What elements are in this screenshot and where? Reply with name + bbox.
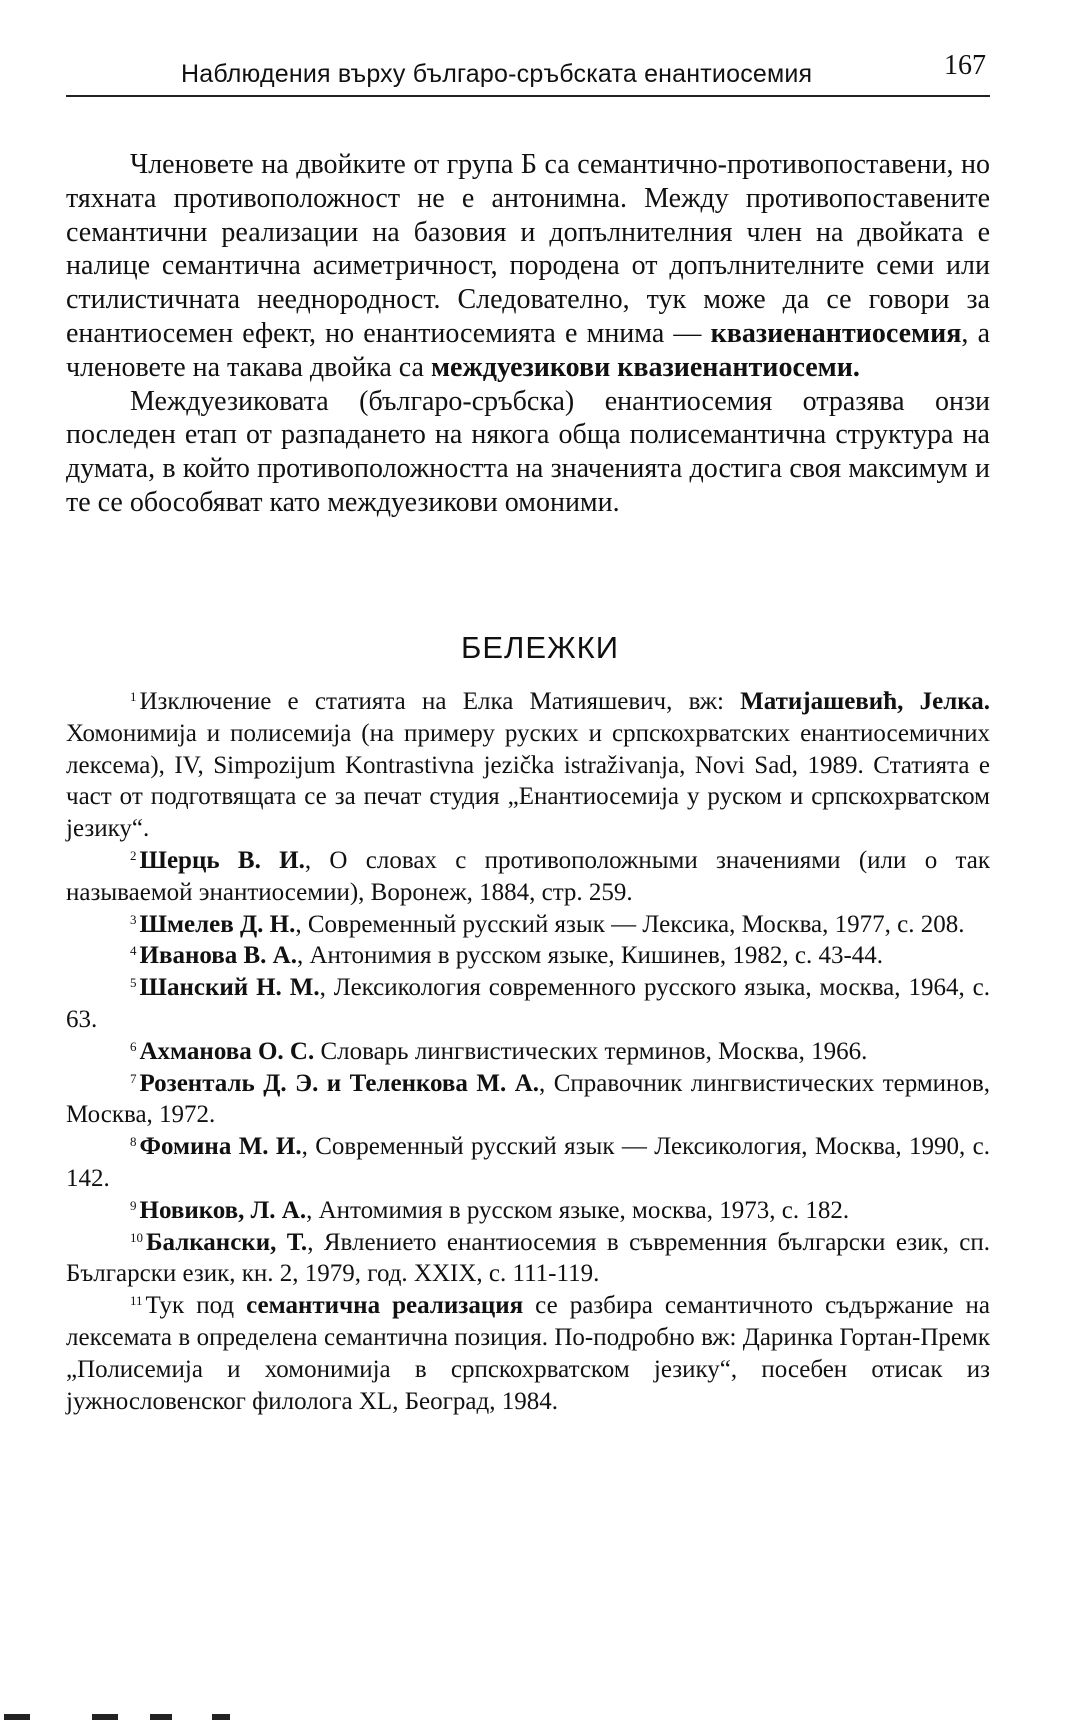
term-quasi-enantiosemy: квазиенантиосемия: [710, 317, 962, 349]
notes-heading: БЕЛЕЖКИ: [460, 630, 619, 665]
note-author: Шерць В. И.: [139, 846, 305, 874]
note-author: Фомина М. И.: [139, 1133, 302, 1161]
term-interlingual-quasi-enantiosems: междуезикови квазиенантиосеми.: [430, 351, 860, 383]
running-header-title: Наблюдения върху българо-сръбската енантиосемия: [181, 60, 813, 88]
note-author: Матијашевић, Јелка.: [740, 688, 990, 715]
scan-edge-marks: [0, 1706, 260, 1722]
note-number: 4: [130, 943, 137, 959]
notes-list: [66, 686, 990, 1417]
note-number: 5: [130, 975, 137, 991]
page-number: 167: [944, 50, 986, 81]
note-author: Шмелев Д. Н.: [139, 910, 296, 938]
note-number: 9: [130, 1197, 137, 1213]
scan-mark: [4, 1714, 30, 1720]
note-item: $^9$ Новиков, Л. А., Антомимия в русском языке, москва, 1973, с. 182.: [130, 1196, 850, 1224]
note-number: 11: [130, 1293, 143, 1309]
note-item: $^5$ Шанский Н. М., Лексикология современного русского языка, москва, 1964, с. 63.: [66, 974, 990, 1033]
note-number: 8: [130, 1134, 137, 1150]
note-item: $^1$ Изключение е статията на Елка Матияшевич, вж: Матијашевић, Јелка. Хомонимија и полисемија (на примеру руских и српскохрватских енантиосемичних лексема), IV, Simpozijum Kontrastivna jezička istraživanja, Novi Sad, 1989. Статията е част от подготвящата се за печат студия „Енантиосемија у руском и српскохрватском језику“.: [66, 688, 990, 843]
note-number: 3: [130, 911, 137, 927]
running-header: [66, 46, 990, 96]
main-text: [66, 148, 990, 520]
note-author: Шанский Н. М.: [139, 974, 320, 1002]
paragraph-2: Междуезиковата (българо-сръбска) енантиосемия отразява онзи последен етап от разпадането на някога обща полисемантична структура на думата, в който противоположността на значенията достига своя максимум и те се обособяват като междуезикови омоними.: [66, 385, 990, 518]
note-item: $^8$ Фомина М. И., Современный русский язык — Лексикология, Москва, 1990, с. 142.: [66, 1133, 990, 1192]
scan-mark: [92, 1714, 118, 1720]
header-rule: [66, 95, 990, 97]
note-author: Ахманова О. С.: [139, 1037, 315, 1065]
note-author: Иванова В. А.: [139, 942, 297, 970]
note-item: $^6$ Ахманова О. С. Словарь лингвистических терминов, Москва, 1966.: [130, 1037, 868, 1065]
note-author: Новиков, Л. А.: [139, 1196, 307, 1224]
scan-mark: [212, 1714, 230, 1720]
note-item: $^{10}$ Балкански, Т., Явлението енантиосемия в съвременния български език, сп. Български език, кн. 2, 1979, год. XXIX, с. 111-119.: [66, 1228, 990, 1288]
paragraph-1: Членовете на двойките от група Б са семантично-противопоставени, но тяхната противоположност не е антонимна. Между противопоставените семантични реализации на базовия и допълнителния член на двойката е налице семантична асиметричност, породена от допълнителните семи или стилистичната нееднородност. Следователно, тук може да се говори за енантиосемен ефект, но енантиосемията е мнима — квазиенантиосемия, а членовете на такава двойка са междуезикови квазиенантиосеми.: [66, 149, 990, 383]
note-author: Розенталь Д. Э. и Теленкова М. А.: [139, 1069, 539, 1097]
note-item: $^{11}$ Тук под семантична реализация се разбира семантичното съдържание на лексемата в определена семантична позиция. По-подробно вж: Даринка Гортан-Премк „Полисемија и хомонимија в српскохрватском језику“, посебен отисак из јужнословенског филолога XL, Београд, 1984.: [66, 1292, 990, 1415]
note-item: $^7$ Розенталь Д. Э. и Теленкова М. А., Справочник лингвистических терминов, Москва, 1972.: [66, 1069, 990, 1129]
note-number: 7: [130, 1070, 137, 1086]
scan-mark: [150, 1714, 172, 1720]
note-number: 1: [130, 689, 137, 704]
note-number: 10: [130, 1229, 143, 1245]
note-author: семантична реализация: [246, 1292, 524, 1320]
note-item: $^2$ Шерць В. И., О словах с противоположными значениями (или о так называемой энантиосемии), Воронеж, 1884, стр. 259.: [66, 846, 990, 906]
note-item: $^3$ Шмелев Д. Н., Современный русский язык — Лексика, Москва, 1977, с. 208.: [130, 910, 965, 938]
note-number: 2: [130, 847, 137, 863]
note-number: 6: [130, 1038, 137, 1054]
note-author: Балкански, Т.: [146, 1228, 308, 1256]
note-item: $^4$ Иванова В. А., Антонимия в русском языке, Кишинев, 1982, с. 43-44.: [130, 942, 884, 970]
